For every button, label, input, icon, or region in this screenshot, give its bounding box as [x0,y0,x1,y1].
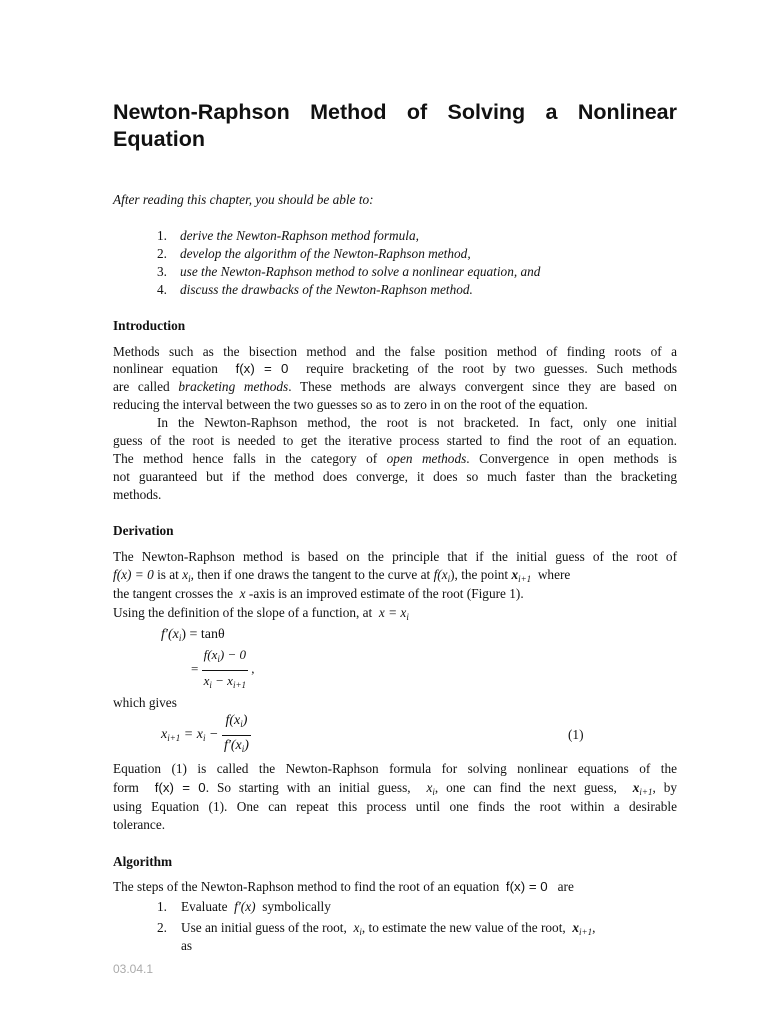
equation-newton-raphson: $x_{i+1} = x_i$ − $\frac{f(x_i)}{f'(x_i)}$ [161,713,249,754]
equation-number: (1) [568,727,584,742]
algorithm-step: 2. Use an initial guess of the root, $x_i$, to estimate the new value of the root, $x_{i+1}$, [157,920,596,937]
section-heading-derivation: Derivation [113,523,174,538]
page-number-footer: 03.04.1 [113,962,154,976]
objective-item: 3. use the Newton-Raphson method to solve a nonlinear equation, and [157,264,541,279]
equation-inline: f(x) = 0 [235,361,289,376]
objective-item: 4. discuss the drawbacks of the Newton-Raphson method. [157,282,473,297]
algorithm-step: 1. Evaluate f′(x) symbolically [157,899,331,914]
learning-objectives-lead: After reading this chapter, you should be able to: [113,192,374,207]
equation-inline: f(x) = 0 [505,879,548,894]
equation-inline: f(x) = 0 [154,780,206,795]
section-heading-introduction: Introduction [113,318,186,333]
equation-slope: $f'(x_i) = \tan\theta$ [161,627,225,643]
equation-slope-fraction: = $\frac{f(x_i) - 0}{x_i - x_{i+1}}$ , [191,647,255,690]
objective-item: 2. develop the algorithm of the Newton-Raphson method, [157,246,471,261]
section-heading-algorithm: Algorithm [113,854,173,869]
equation-inline: f(x) = 0 [113,567,154,582]
document-title: Newton-Raphson Method of Solving a Nonlinear Equation [113,100,677,151]
objective-item: 1. derive the Newton-Raphson method formula, [157,228,419,243]
